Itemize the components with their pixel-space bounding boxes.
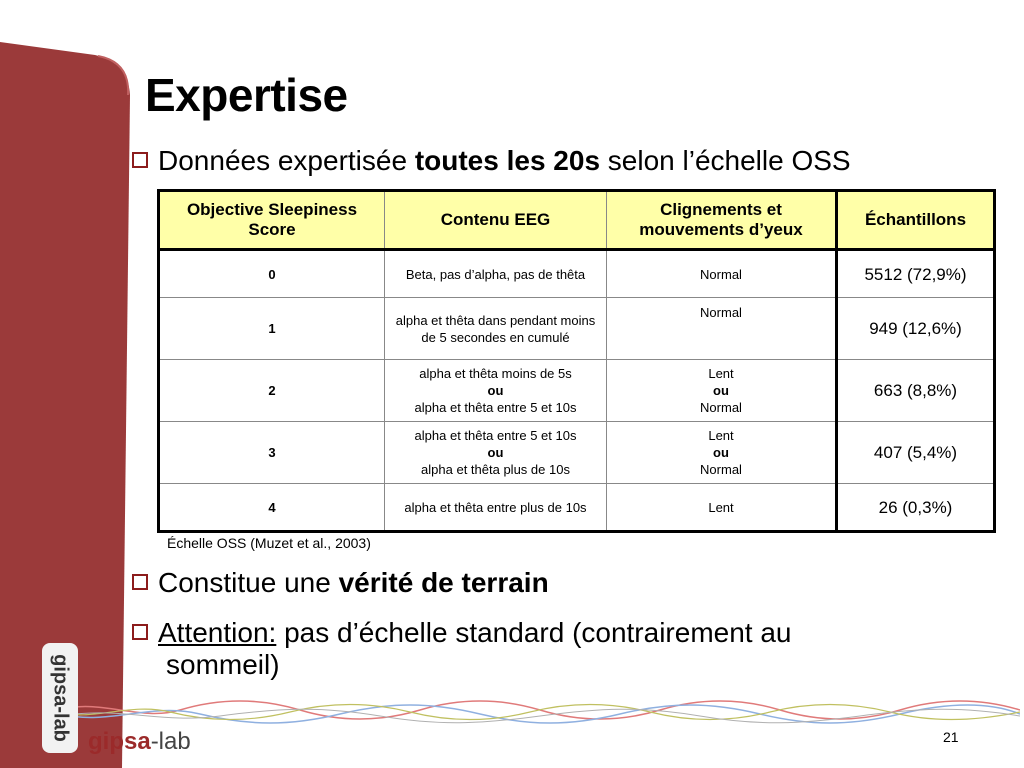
- score-cell: 2: [159, 360, 385, 422]
- eeg-line: alpha et thêta entre 5 et 10s: [414, 428, 577, 443]
- table-row: [159, 360, 995, 422]
- header-score: Objective Sleepiness Score: [159, 191, 385, 250]
- checkbox-bullet-icon: [132, 152, 148, 168]
- eyes-line: Lent: [708, 366, 734, 381]
- bullet-bold-text: vérité de terrain: [338, 567, 549, 598]
- eyes-line: Lent: [708, 428, 734, 443]
- bullet-text: Constitue une: [158, 567, 339, 598]
- samples-cell: 407 (5,4%): [837, 422, 995, 484]
- page-number: 21: [943, 729, 959, 745]
- eeg-or: ou: [487, 383, 504, 398]
- header-eeg: Contenu EEG: [385, 191, 607, 250]
- score-cell: 3: [159, 422, 385, 484]
- table-row: [159, 250, 995, 298]
- eeg-or: ou: [487, 445, 504, 460]
- bullet-text: selon l’échelle OSS: [600, 145, 851, 176]
- bullet-text: pas d’échelle standard (contrairement au: [276, 617, 792, 648]
- bullet-ground-truth: [132, 567, 549, 599]
- gipsa-lab-vertical-logo: [38, 643, 82, 753]
- score-cell: 4: [159, 484, 385, 532]
- logo-vertical-text: gipsa-lab: [49, 654, 72, 742]
- eyes-cell: [607, 422, 837, 484]
- eeg-cell: [385, 422, 607, 484]
- table-row: [159, 298, 995, 360]
- checkbox-bullet-icon: [132, 574, 148, 590]
- samples-cell: 26 (0,3%): [837, 484, 995, 532]
- eeg-cell: alpha et thêta entre plus de 10s: [385, 484, 607, 532]
- logo-part1: gipsa: [88, 728, 151, 755]
- table-caption: Échelle OSS (Muzet et al., 2003): [167, 535, 371, 551]
- eeg-line: alpha et thêta moins de 5s: [419, 366, 572, 381]
- eeg-line: alpha et thêta entre 5 et 10s: [414, 400, 577, 415]
- score-cell: 1: [159, 298, 385, 360]
- bullet-underlined-text: Attention:: [158, 617, 277, 648]
- header-eyes: Clignements et mouvements d’yeux: [607, 191, 837, 250]
- oss-table: [157, 189, 996, 533]
- gipsa-lab-logo: [88, 728, 191, 756]
- table-row: [159, 484, 995, 532]
- samples-cell: 663 (8,8%): [837, 360, 995, 422]
- eyes-cell: Lent: [607, 484, 837, 532]
- eyes-or: ou: [713, 445, 729, 460]
- slide-title: Expertise: [145, 69, 348, 121]
- eyes-cell: Normal: [607, 250, 837, 298]
- bullet-attention: [132, 617, 992, 681]
- bullet-text-continued: sommeil): [166, 649, 280, 680]
- eeg-cell: alpha et thêta dans pendant moins de 5 secondes en cumulé: [385, 298, 607, 360]
- eeg-cell: [385, 360, 607, 422]
- logo-part2: -lab: [150, 728, 191, 755]
- wave-decoration: [60, 698, 1020, 728]
- bullet-expertise: [132, 145, 1022, 177]
- header-samples: Échantillons: [837, 191, 995, 250]
- checkbox-bullet-icon: [132, 624, 148, 640]
- score-cell: 0: [159, 250, 385, 298]
- eyes-line: Normal: [700, 462, 742, 477]
- bullet-text: Données expertisée: [158, 145, 415, 176]
- samples-cell: 5512 (72,9%): [837, 250, 995, 298]
- table-row: [159, 422, 995, 484]
- eeg-cell: Beta, pas d’alpha, pas de thêta: [385, 250, 607, 298]
- eeg-line: alpha et thêta plus de 10s: [421, 462, 570, 477]
- eyes-cell: [607, 360, 837, 422]
- eyes-cell: Normal: [607, 298, 837, 360]
- eyes-line: Normal: [700, 400, 742, 415]
- eyes-or: ou: [713, 383, 729, 398]
- samples-cell: 949 (12,6%): [837, 298, 995, 360]
- bullet-bold-text: toutes les 20s: [414, 145, 601, 176]
